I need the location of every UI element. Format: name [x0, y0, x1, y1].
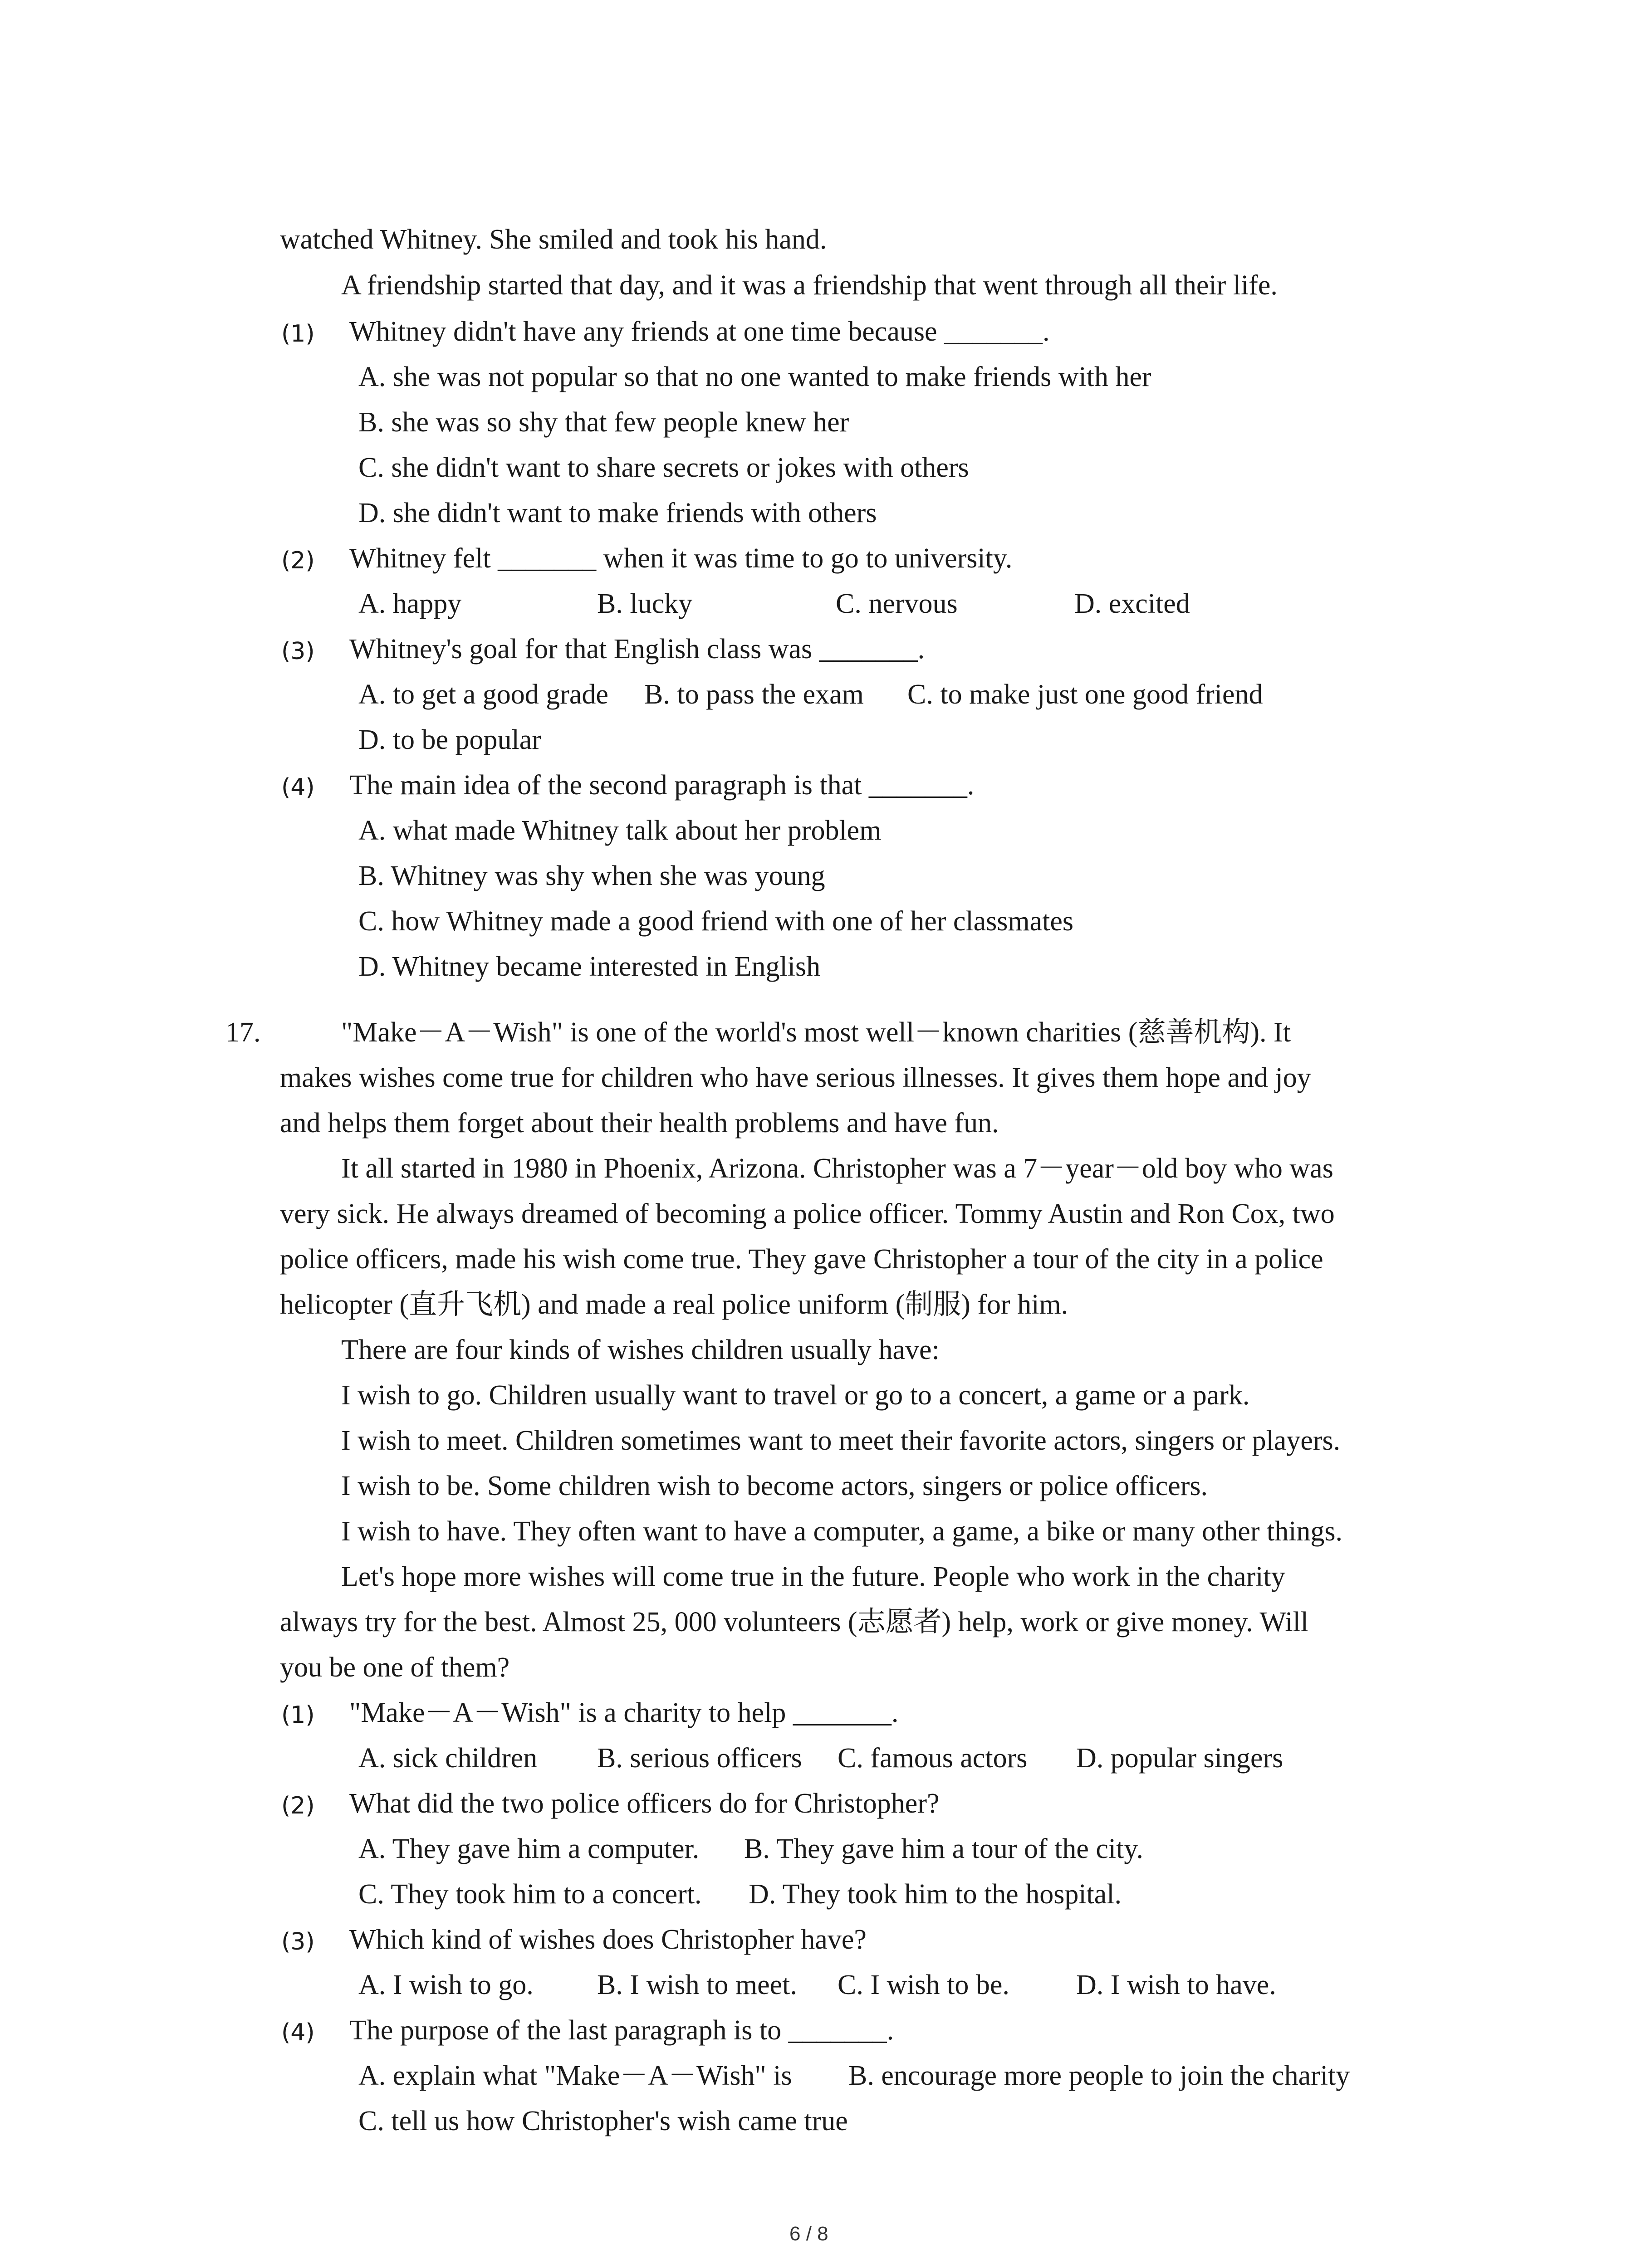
answer-option: C. she didn't want to share secrets or jokes with others: [358, 452, 969, 483]
answer-option: B. encourage more people to join the charity: [848, 2060, 1350, 2091]
answer-option: A. happy: [358, 588, 462, 619]
answer-option: A. sick children: [358, 1743, 538, 1774]
answer-option: A. They gave him a computer.: [358, 1833, 700, 1864]
answer-option: D. I wish to have.: [1076, 1970, 1276, 2000]
question-number: (3): [281, 638, 315, 665]
answer-option: D. to be popular: [358, 724, 541, 755]
question-stem: Whitney felt _______ when it was time to go to university.: [349, 543, 1013, 574]
question-17-number: 17.: [225, 1017, 261, 1048]
question-number: (3): [281, 1928, 315, 1955]
answer-option: D. excited: [1074, 588, 1190, 619]
passage-line: I wish to go. Children usually want to travel or go to a concert, a game or a park.: [341, 1380, 1250, 1411]
passage-line: A friendship started that day, and it was a friendship that went through all their life.: [341, 270, 1278, 301]
passage-line: helicopter (直升飞机) and made a real police uniform (制服) for him.: [280, 1289, 1068, 1320]
answer-option: D. Whitney became interested in English: [358, 951, 821, 982]
question-number: (2): [281, 1792, 315, 1819]
passage-line: "Make－A－Wish" is one of the world's most well－known charities (慈善机构). It: [341, 1017, 1291, 1048]
answer-option: B. she was so shy that few people knew her: [358, 407, 849, 438]
answer-option: A. what made Whitney talk about her problem: [358, 815, 882, 846]
answer-option: A. to get a good grade: [358, 679, 608, 710]
answer-option: C. I wish to be.: [838, 1970, 1009, 2000]
answer-option: A. I wish to go.: [358, 1970, 534, 2000]
question-stem: What did the two police officers do for Christopher?: [349, 1788, 940, 1819]
passage-line: and helps them forget about their health problems and have fun.: [280, 1108, 999, 1139]
answer-option: C. tell us how Christopher's wish came true: [358, 2106, 848, 2136]
question-number: (1): [281, 1701, 315, 1729]
answer-option: D. They took him to the hospital.: [749, 1879, 1122, 1910]
passage-line: you be one of them?: [280, 1652, 510, 1683]
answer-option: B. serious officers: [597, 1743, 802, 1774]
answer-option: C. famous actors: [838, 1743, 1028, 1774]
question-stem: Whitney's goal for that English class was _______.: [349, 634, 925, 665]
answer-option: D. popular singers: [1076, 1743, 1283, 1774]
passage-line: watched Whitney. She smiled and took his hand.: [280, 224, 827, 255]
passage-line: It all started in 1980 in Phoenix, Arizona. Christopher was a 7－year－old boy who was: [341, 1153, 1333, 1184]
answer-option: D. she didn't want to make friends with others: [358, 498, 877, 528]
answer-option: B. Whitney was shy when she was young: [358, 860, 825, 891]
answer-option: C. nervous: [836, 588, 958, 619]
question-stem: The purpose of the last paragraph is to _______.: [349, 2015, 894, 2046]
passage-line: very sick. He always dreamed of becoming a police officer. Tommy Austin and Ron Cox, two: [280, 1198, 1335, 1229]
passage-line: I wish to have. They often want to have a computer, a game, a bike or many other things.: [341, 1516, 1343, 1547]
passage-line: Let's hope more wishes will come true in the future. People who work in the charity: [341, 1561, 1285, 1592]
answer-option: C. to make just one good friend: [907, 679, 1263, 710]
passage-line: There are four kinds of wishes children usually have:: [341, 1334, 940, 1365]
passage-line: I wish to meet. Children sometimes want to meet their favorite actors, singers or players.: [341, 1425, 1341, 1456]
answer-option: C. how Whitney made a good friend with one of her classmates: [358, 906, 1074, 937]
question-number: (1): [281, 320, 315, 347]
answer-option: B. They gave him a tour of the city.: [744, 1833, 1143, 1864]
question-stem: Whitney didn't have any friends at one time because _______.: [349, 316, 1050, 347]
answer-option: B. I wish to meet.: [597, 1970, 797, 2000]
question-number: (4): [281, 774, 315, 801]
passage-line: makes wishes come true for children who have serious illnesses. It gives them hope and joy: [280, 1062, 1311, 1093]
passage-line: police officers, made his wish come true. They gave Christopher a tour of the city in a police: [280, 1244, 1323, 1275]
answer-option: C. They took him to a concert.: [358, 1879, 702, 1910]
question-number: (4): [281, 2019, 315, 2046]
question-number: (2): [281, 547, 315, 574]
page-number: 6 / 8: [789, 2223, 828, 2245]
answer-option: A. she was not popular so that no one wanted to make friends with her: [358, 362, 1151, 392]
answer-option: A. explain what "Make－A－Wish" is: [358, 2060, 792, 2091]
passage-line: always try for the best. Almost 25, 000 volunteers (志愿者) help, work or give money. Will: [280, 1607, 1309, 1637]
passage-line: I wish to be. Some children wish to become actors, singers or police officers.: [341, 1471, 1208, 1501]
answer-option: B. to pass the exam: [644, 679, 864, 710]
question-stem: The main idea of the second paragraph is that _______.: [349, 770, 975, 801]
question-stem: "Make－A－Wish" is a charity to help _______.: [349, 1697, 899, 1728]
question-stem: Which kind of wishes does Christopher have?: [349, 1924, 867, 1955]
answer-option: B. lucky: [597, 588, 693, 619]
